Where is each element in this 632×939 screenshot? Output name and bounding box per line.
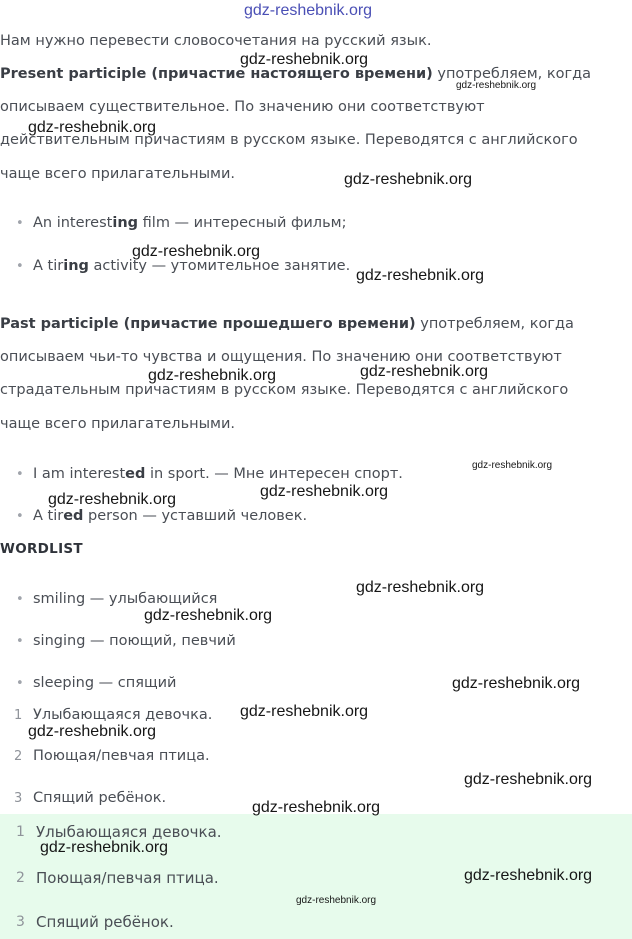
present-example-1: An interesting film — интересный фильм; (33, 215, 347, 231)
watermark-text: gdz-reshebnik.org (144, 607, 273, 624)
bullet-dot: • (16, 216, 24, 231)
answer-number: 1 (14, 708, 23, 723)
final-answer-item: Улыбающаяся девочка. (36, 823, 222, 841)
past-example-2: A tired person — уставший человек. (33, 508, 308, 524)
past-participle-line-2: описываем чьи-то чувства и ощущения. По значению они соответствуют (0, 349, 562, 365)
present-example-2: A tiring activity — утомительное занятие. (33, 258, 351, 274)
answer-item: Улыбающаяся девочка. (33, 707, 213, 723)
past-participle-line-3: страдательным причастиям в русском языке. Переводятся с английского (0, 382, 569, 398)
answer-number: 3 (14, 791, 23, 806)
watermark-text: gdz-reshebnik.org (296, 895, 377, 906)
bullet-dot: • (16, 634, 24, 649)
wordlist-item: smiling — улыбающийся (33, 591, 218, 607)
present-participle-term: Present participle (причастие настоящего времени) (0, 66, 433, 82)
bullet-dot: • (16, 592, 24, 607)
watermark-text: gdz-reshebnik.org (452, 675, 581, 692)
wordlist-item: singing — поющий, певчий (33, 633, 236, 649)
watermark-text: gdz-reshebnik.org (360, 363, 489, 380)
wordlist-heading: WORDLIST (0, 541, 83, 557)
watermark-text: gdz-reshebnik.org (240, 703, 369, 720)
present-participle-line-1: Present participle (причастие настоящего времени) употребляем, когда (0, 66, 592, 82)
final-answer-item: Поющая/певчая птица. (36, 869, 219, 887)
final-answer-item: Спящий ребёнок. (36, 913, 174, 931)
bullet-dot: • (16, 467, 24, 482)
watermark-text: gdz-reshebnik.org (464, 771, 593, 788)
watermark-text: gdz-reshebnik.org (356, 579, 485, 596)
present-participle-line-4: чаще всего прилагательными. (0, 166, 236, 182)
bullet-dot: • (16, 509, 24, 524)
watermark-text: gdz-reshebnik.org (356, 267, 485, 284)
watermark-text: gdz-reshebnik.org (40, 839, 169, 856)
watermark-text: gdz-reshebnik.org (240, 51, 369, 68)
watermark-text: gdz-reshebnik.org (132, 243, 261, 260)
past-example-1: I am interested in sport. — Мне интересен спорт. (33, 466, 403, 482)
watermark-text: gdz-reshebnik.org (456, 80, 537, 91)
past-participle-line-4: чаще всего прилагательными. (0, 416, 236, 432)
past-participle-term: Past participle (причастие прошедшего времени) (0, 316, 416, 332)
intro-text: Нам нужно перевести словосочетания на русский язык. (0, 33, 432, 49)
watermark-text: gdz-reshebnik.org (148, 367, 277, 384)
final-answer-number: 1 (16, 824, 25, 840)
past-participle-line-1: Past participle (причастие прошедшего времени) употребляем, когда (0, 316, 574, 332)
final-answer-number: 3 (16, 914, 25, 930)
watermark-text: gdz-reshebnik.org (472, 460, 553, 471)
bullet-dot: • (16, 676, 24, 691)
watermark-text: gdz-reshebnik.org (28, 723, 157, 740)
bullet-dot: • (16, 259, 24, 274)
watermark-text: gdz-reshebnik.org (464, 867, 593, 884)
answer-number: 2 (14, 749, 23, 764)
answer-item: Поющая/певчая птица. (33, 748, 210, 764)
watermark-text: gdz-reshebnik.org (48, 491, 177, 508)
present-participle-line-3: действительным причастиям в русском языке. Переводятся с английского (0, 132, 578, 148)
final-answer-number: 2 (16, 870, 25, 886)
watermark-text: gdz-reshebnik.org (28, 119, 157, 136)
answer-item: Спящий ребёнок. (33, 790, 167, 806)
watermark-text: gdz-reshebnik.org (252, 799, 381, 816)
present-participle-line-2: описываем существительное. По значению они соответствуют (0, 99, 485, 115)
watermark-text: gdz-reshebnik.org (344, 171, 473, 188)
watermark-text: gdz-reshebnik.org (260, 483, 389, 500)
wordlist-item: sleeping — спящий (33, 675, 177, 691)
watermark-text: gdz-reshebnik.org (244, 2, 373, 19)
